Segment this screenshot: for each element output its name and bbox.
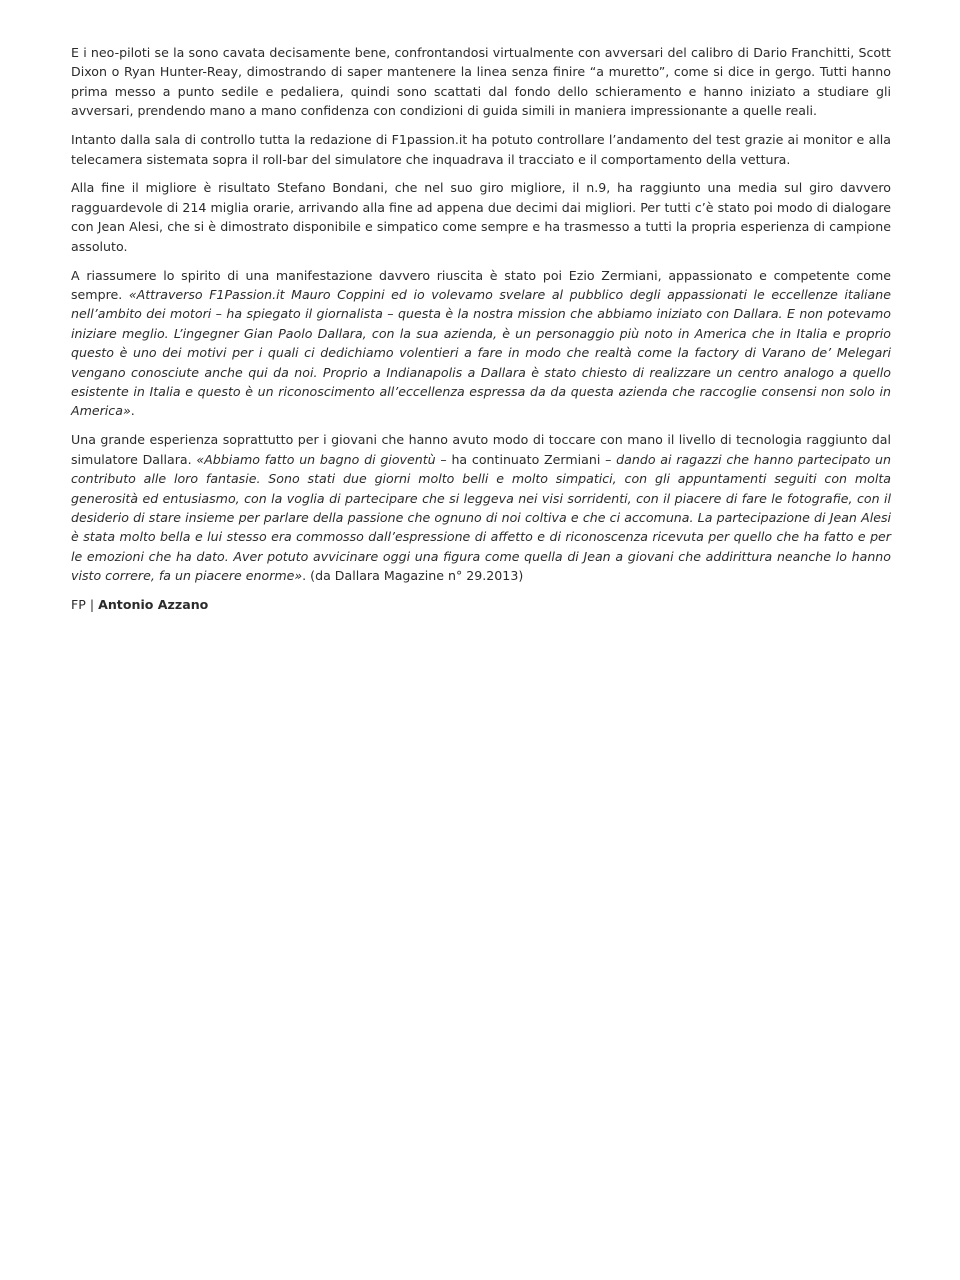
- paragraph-4-end: .: [130, 403, 135, 419]
- quote-zermiani-part-2: questa è la nostra mission che abbiamo iniziato con Dallara. E non potevamo iniziare meglio. L’ingegner Gian Paolo Dallara, con la sua azienda, è un personaggio più noto in America che in Italia e proprio questo è uno dei motivi per i quali ci dedichiamo volentieri a fare in modo che realtà come la factory di Varano de’ Melegari vengano conosciute anche qui da noi. Proprio a Indianapolis a Dallara è stato chiesto di realizzare un centro analogo a quello esistente in Italia e questo è un riconoscimento all’eccellenza espressa da da questa azienda che raccoglie consensi non solo in America»: [71, 306, 891, 419]
- byline-separator: |: [85, 597, 99, 613]
- quote-attribution-2: – ha continuato Zermiani –: [435, 451, 617, 467]
- byline-source: FP: [71, 597, 86, 613]
- paragraph-4-intro: A riassumere lo spirito di una manifestazione davvero riuscita è stato poi Ezio Zermiani, appassionato e competente come sempre.: [71, 267, 891, 302]
- quote-gioventu-part-1: «Abbiamo fatto un bagno di gioventù: [196, 451, 436, 467]
- paragraph-1: [71, 43, 891, 121]
- paragraph-1-text: E i neo-piloti se la sono cavata decisamente bene, confrontandosi virtualmente con avversari del calibro di Dario Franchitti, Scott Dixon o Ryan Hunter-Reay, dimostrando di saper mantenere la linea senza finire “a muretto”, come si dice in gergo. Tutti hanno prima messo a punto sedile e pedaliera, quindi sono scattati dal fondo dello schieramento e hanno iniziato a studiare gli avversari, prendendo mano a mano confidenza con condizioni di guida simili in maniera impressionante a quelle reali.: [71, 45, 891, 119]
- paragraph-5-source: . (da Dallara Magazine n° 29.2013): [302, 568, 524, 584]
- article-body: [71, 43, 891, 624]
- paragraph-5-intro: Una grande esperienza soprattutto per i giovani che hanno avuto modo di toccare con mano il livello di tecnologia raggiunto dal simulatore Dallara.: [71, 432, 891, 467]
- quote-gioventu-part-2: dando ai ragazzi che hanno partecipato un contributo alle loro fantasie. Sono stati due giorni molto belli e molto simpatici, con gli appuntamenti seguiti con molta generosità ed entusiasmo, con la voglia di partecipare che si leggeva nei visi sorridenti, con il piacere di fare le fotografie, con il desiderio di stare insieme per parlare della passione che ognuno di noi coltiva e che ci accomuna. La partecipazione di Jean Alesi è stata molto bella e lui stesso era commosso dall’espressione di affetto e di riconoscenza ricevuta per quello che ha fatto e per le emozioni che ha dato. Aver potuto avvicinare oggi una figura come quella di Jean a giovani che addirittura neanche lo hanno visto correre, fa un piacere enorme»: [71, 451, 891, 584]
- quote-zermiani-part-1: «Attraverso F1Passion.it Mauro Coppini ed io volevamo svelare al pubblico degli appassionati le eccellenze italiane nell’ambito dei motori: [71, 286, 891, 322]
- paragraph-3-text: Alla fine il migliore è risultato Stefano Bondani, che nel suo giro migliore, il n.9, ha raggiunto una media sul giro davvero ragguardevole di 214 miglia orarie, arrivando alla fine ad appena due decimi dai migliori. Per tutti c’è stato poi modo di dialogare con Jean Alesi, che si è dimostrato disponibile e simpatico come sempre e ha trasmesso a tutti la propria esperienza di campione assoluto.: [71, 180, 891, 254]
- quote-attribution-1: – ha spiegato il giornalista –: [211, 306, 398, 322]
- paragraph-4: [71, 266, 891, 421]
- paragraph-2: [71, 130, 891, 169]
- paragraph-5: [71, 430, 891, 585]
- paragraph-3: [71, 178, 891, 256]
- paragraph-2-text: Intanto dalla sala di controllo tutta la redazione di F1passion.it ha potuto controllare l’andamento del test grazie ai monitor e alla telecamera sistemata sopra il roll-bar del simulatore che inquadrava il tracciato e il comportamento della vettura.: [71, 132, 891, 167]
- byline: [71, 595, 891, 614]
- byline-author: Antonio Azzano: [98, 597, 209, 613]
